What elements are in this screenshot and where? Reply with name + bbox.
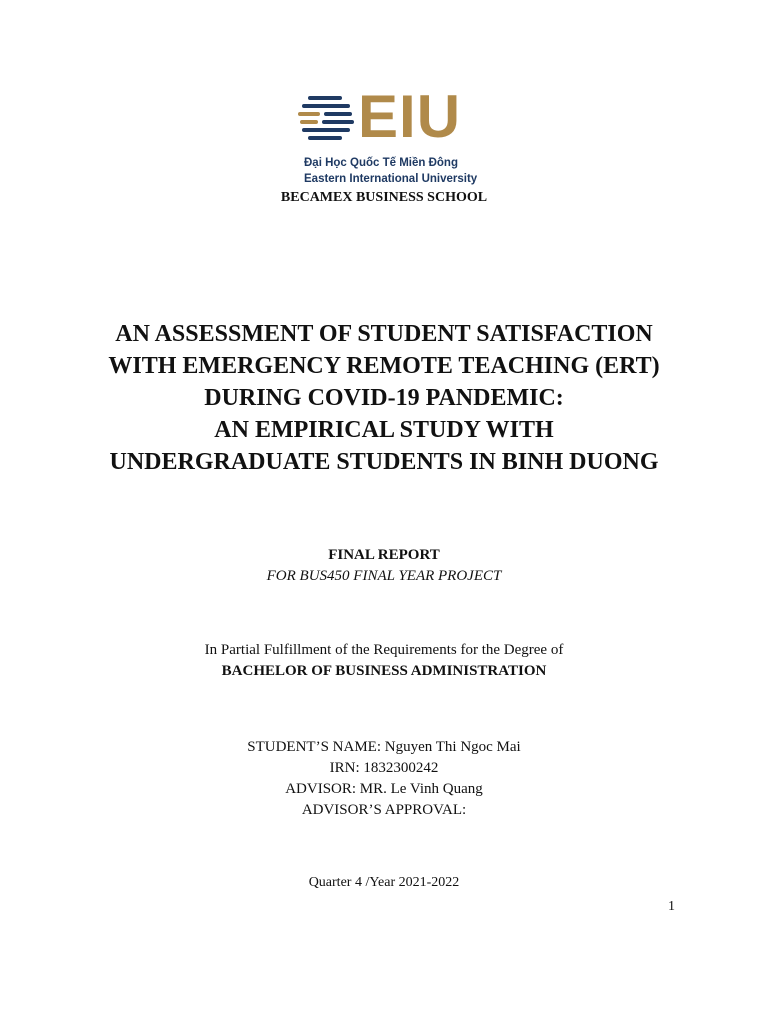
logo-bar xyxy=(298,112,320,116)
logo-bar xyxy=(308,136,342,140)
report-type: FINAL REPORT xyxy=(328,547,440,563)
logo-bar xyxy=(302,128,350,132)
logo-bar xyxy=(308,96,342,100)
report-type-block xyxy=(0,545,768,587)
university-english-name: Eastern International University xyxy=(304,173,478,185)
logo-bar xyxy=(302,104,350,108)
title-line: WITH EMERGENCY REMOTE TEACHING (ERT) xyxy=(108,353,660,379)
title-line: DURING COVID-19 PANDEMIC: xyxy=(204,385,564,411)
degree-name: BACHELOR OF BUSINESS ADMINISTRATION xyxy=(221,663,547,679)
course-name: FOR BUS450 FINAL YEAR PROJECT xyxy=(266,568,502,584)
title-line: AN EMPIRICAL STUDY WITH xyxy=(214,417,554,443)
report-title xyxy=(0,318,768,478)
title-line: AN ASSESSMENT OF STUDENT SATISFACTION xyxy=(115,321,653,347)
degree-block xyxy=(0,640,768,682)
page-number: 1 xyxy=(668,899,675,914)
advisor-name: ADVISOR: MR. Le Vinh Quang xyxy=(285,781,483,797)
school-name: BECAMEX BUSINESS SCHOOL xyxy=(280,190,488,205)
student-name: STUDENT’S NAME: Nguyen Thi Ngoc Mai xyxy=(247,739,521,755)
title-line: UNDERGRADUATE STUDENTS IN BINH DUONG xyxy=(109,449,659,475)
logo-wordmark: EIU xyxy=(358,83,462,150)
eiu-logo xyxy=(298,83,478,192)
university-vietnamese-name: Đại Học Quốc Tế Miền Đông xyxy=(304,157,458,169)
student-info-block xyxy=(0,737,768,821)
logo-bar xyxy=(324,112,352,116)
eiu-logo-mark-icon xyxy=(298,92,358,148)
student-irn: IRN: 1832300242 xyxy=(329,760,439,776)
term: Quarter 4 /Year 2021-2022 xyxy=(308,875,460,890)
advisor-approval: ADVISOR’S APPROVAL: xyxy=(301,802,467,818)
logo-bar xyxy=(300,120,318,124)
degree-intro: In Partial Fulfillment of the Requirements for the Degree of xyxy=(204,642,564,658)
logo-bar xyxy=(322,120,354,124)
